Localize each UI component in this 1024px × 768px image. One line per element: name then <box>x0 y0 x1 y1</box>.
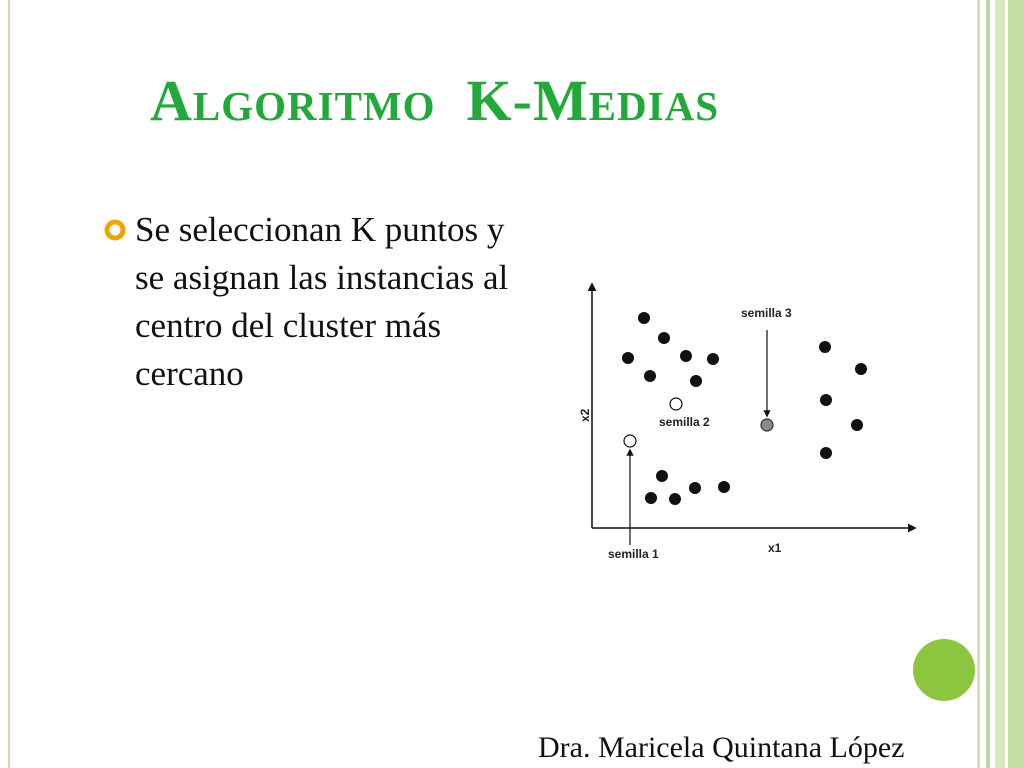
cluster-right <box>819 341 867 459</box>
data-point <box>820 447 832 459</box>
x-axis-label: x1 <box>768 541 782 555</box>
y-axis-label: x2 <box>578 408 592 422</box>
data-point <box>645 492 657 504</box>
data-point <box>658 332 670 344</box>
data-point <box>644 370 656 382</box>
data-point <box>718 481 730 493</box>
seed-3-label: semilla 3 <box>741 306 792 320</box>
data-point <box>689 482 701 494</box>
kmeans-diagram <box>555 270 935 570</box>
data-point <box>820 394 832 406</box>
cluster-bottom <box>645 470 730 505</box>
data-point <box>819 341 831 353</box>
seed-3-marker <box>761 419 773 431</box>
data-point <box>690 375 702 387</box>
cluster-top-left <box>622 312 719 387</box>
author-name: Dra. Maricela Quintana López <box>538 731 905 764</box>
seed-1-label: semilla 1 <box>608 547 659 561</box>
seed-1-marker <box>624 435 636 447</box>
slide-title: Algoritmo K-Medias <box>150 68 720 133</box>
seed-2-marker <box>670 398 682 410</box>
data-point <box>851 419 863 431</box>
data-point <box>669 493 681 505</box>
bullet-text: Se seleccionan K puntos y se asignan las instancias al centro del cluster más cercano <box>135 210 509 393</box>
bullet-ring-icon <box>104 219 126 241</box>
decorative-green-circle <box>913 639 975 701</box>
frame-right-stripes <box>977 0 1024 768</box>
kmeans-diagram-svg <box>555 270 935 570</box>
data-point <box>656 470 668 482</box>
data-point <box>707 353 719 365</box>
data-point <box>680 350 692 362</box>
data-point <box>622 352 634 364</box>
data-point <box>638 312 650 324</box>
seed-2-label: semilla 2 <box>659 415 710 429</box>
frame-left-border <box>8 0 10 768</box>
data-point <box>855 363 867 375</box>
